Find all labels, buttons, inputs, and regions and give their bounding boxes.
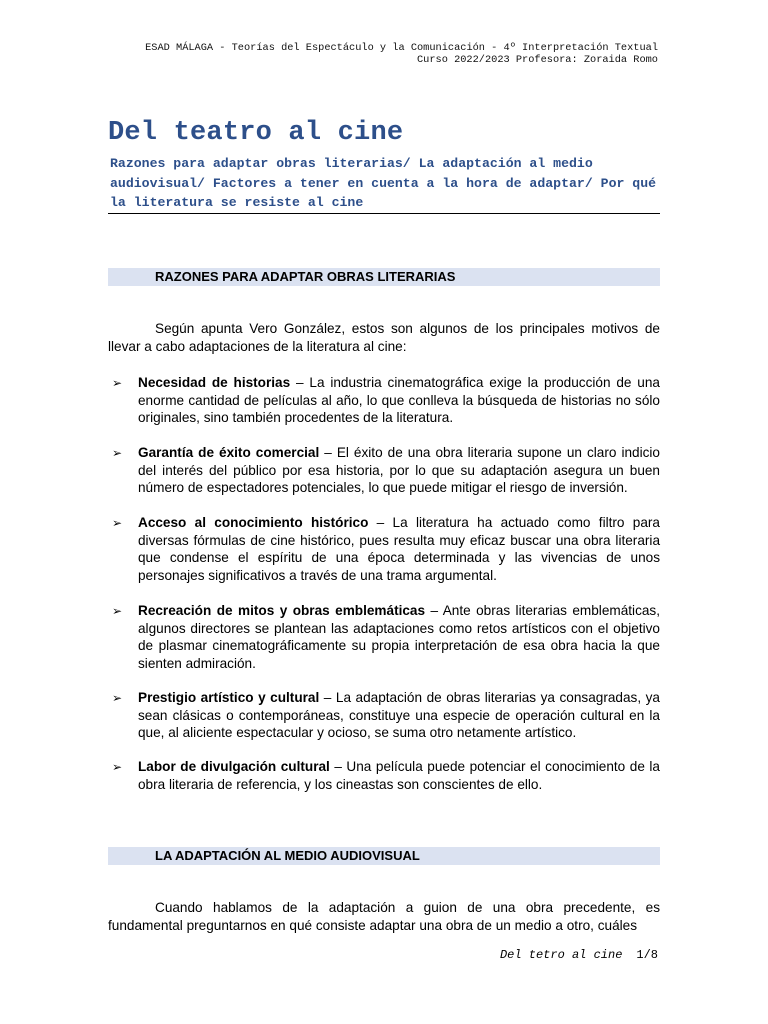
document-subtitle: Razones para adaptar obras literarias/ La adaptación al medio audiovisual/ Factores a tener en cuenta a la hora de adaptar/ Por qué la literatura se resiste al cine: [110, 156, 657, 210]
page-footer: [500, 948, 658, 962]
list-item-term: Labor de divulgación cultural: [138, 759, 330, 774]
section-2-intro: [108, 899, 660, 935]
list-item-description: – Una película puede potenciar el conocimiento de la obra literaria de referencia, y los cineastas son conscientes de ello.: [138, 759, 660, 792]
arrow-bullet-icon: ➢: [112, 691, 123, 705]
arrow-bullet-icon: ➢: [112, 760, 123, 774]
header-line-1: ESAD MÁLAGA - Teorías del Espectáculo y la Comunicación - 4º Interpretación Textual: [145, 42, 658, 54]
footer-doc-title: Del tetro al cine: [499, 948, 623, 962]
arrow-bullet-icon: ➢: [112, 446, 123, 460]
list-item-text: [138, 758, 660, 793]
list-item-text: [138, 689, 660, 742]
document-title: Del teatro al cine: [108, 118, 404, 148]
header-line-2: Curso 2022/2023 Profesora: Zoraida Romo: [417, 54, 658, 66]
list-item-description: – La adaptación de obras literarias ya consagradas, ya sean clásicas o contemporáneas, constituye una especie de operación cultural en la que, al aliciente espectacular y ocioso, se suma otro netamente artístico.: [138, 690, 660, 741]
list-item-term: Acceso al conocimiento histórico: [138, 515, 369, 530]
arrow-bullet-icon: ➢: [112, 376, 123, 390]
list-item-text: [138, 444, 660, 497]
section-heading-band-1: [108, 268, 660, 286]
page-number: 1/8: [636, 948, 658, 962]
list-item-term: Garantía de éxito comercial: [138, 445, 320, 460]
list-item-term: Recreación de mitos y obras emblemáticas: [138, 603, 426, 618]
section-1-intro-text: Según apunta Vero González, estos son algunos de los principales motivos de llevar a cabo adaptaciones de la literatura al cine:: [108, 321, 660, 354]
list-item-text: [138, 514, 660, 585]
list-item-description: – Ante obras literarias emblemáticas, algunos directores se plantean las adaptaciones como retos artísticos con el objetivo de plasmar cinematográficamente su propia interpretación de esa obra hacia la que sienten admiración.: [138, 603, 660, 672]
list-item-description: – La literatura ha actuado como filtro para diversas fórmulas de cine histórico, pues resulta muy eficaz buscar una obra literaria que condense el espíritu de una época determinada y las vivencias de unos personajes significativos a través de una trama argumental.: [138, 515, 660, 584]
list-item-text: [138, 374, 660, 427]
list-item-term: Necesidad de historias: [138, 375, 291, 390]
section-heading-1: RAZONES PARA ADAPTAR OBRAS LITERARIAS: [155, 269, 456, 284]
title-divider: [108, 213, 660, 214]
section-1-intro: [108, 320, 660, 356]
arrow-bullet-icon: ➢: [112, 604, 123, 618]
section-2-intro-text: Cuando hablamos de la adaptación a guion de una obra precedente, es fundamental preguntarnos en qué consiste adaptar una obra de un medio a otro, cuáles: [108, 900, 660, 933]
page-header: [145, 42, 658, 66]
arrow-bullet-icon: ➢: [112, 516, 123, 530]
list-item-description: – El éxito de una obra literaria supone un claro indicio del interés del público por esa historia, por lo que su adaptación asegura un buen número de espectadores potenciales, lo que puede mitigar el riesgo de inversión.: [138, 445, 660, 496]
list-item-text: [138, 602, 660, 673]
list-item-term: Prestigio artístico y cultural: [138, 690, 320, 705]
list-item-description: – La industria cinematográfica exige la producción de una enorme cantidad de películas al año, lo que conlleva la búsqueda de historias no sólo originales, sino también procedentes de la literatura.: [138, 375, 660, 426]
section-heading-band-2: [108, 847, 660, 865]
section-heading-2: LA ADAPTACIÓN AL MEDIO AUDIOVISUAL: [155, 848, 420, 863]
